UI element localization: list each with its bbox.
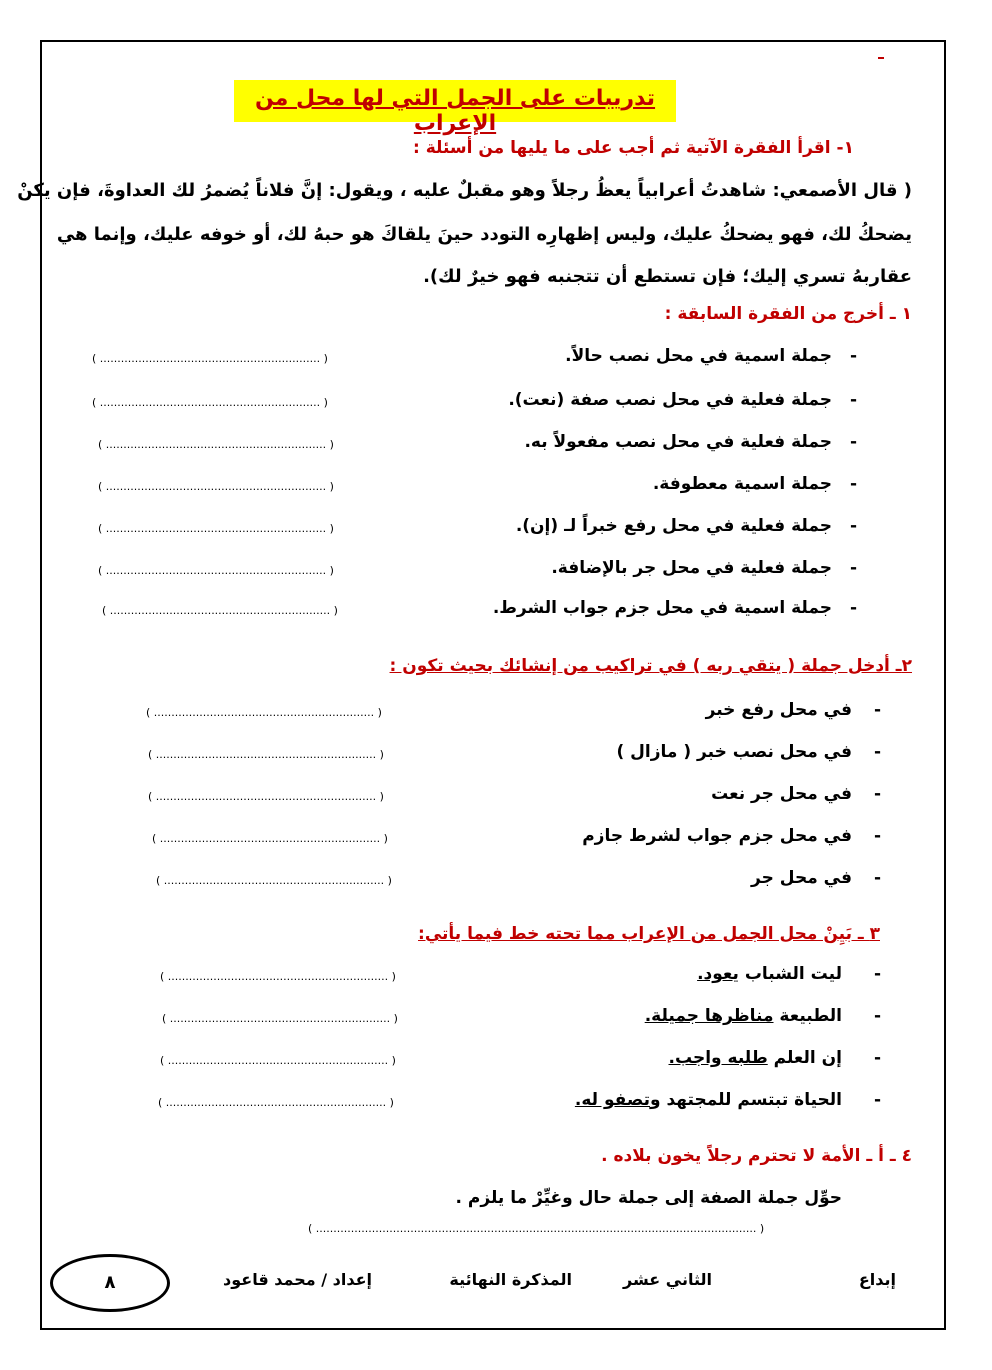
q3-item-2 [645,1006,842,1026]
q3-answer-1[interactable]: ( ............................................................... ) [160,970,396,983]
decorative-mark [878,57,884,59]
q2-item-3: في محل جر نعت [711,784,852,804]
q1-paragraph-line-3: عقاربهُ تسري إليك؛ فإن تستطع أن تتجنبه فهو خيرٌ لك). [423,266,912,287]
bullet-dash: - [874,826,882,846]
bullet-dash: - [850,516,858,536]
footer-brand: إبداع [858,1270,896,1289]
q1-answer-2[interactable]: ( ............................................................... ) [92,396,328,409]
q1-item-1: جملة اسمية في محل نصب حالاً. [565,346,832,366]
bullet-dash: - [850,390,858,410]
q2-answer-4[interactable]: ( ............................................................... ) [152,832,388,845]
q3-item-1 [697,964,842,984]
bullet-dash: - [874,742,882,762]
bullet-dash: - [850,558,858,578]
q3-item-4-text: الحياة تبتسم للمجتهد و [650,1090,842,1110]
q2-answer-3[interactable]: ( ............................................................... ) [148,790,384,803]
q1-answer-4[interactable]: ( ............................................................... ) [98,480,334,493]
q1-answer-5[interactable]: ( ............................................................... ) [98,522,334,535]
q2-item-2: في محل نصب خبر ( مازال ) [616,742,852,762]
q2-item-1: في محل رفع خبر [705,700,852,720]
q3-answer-3[interactable]: ( ............................................................... ) [160,1054,396,1067]
q3-item-2-text: الطبيعة [773,1006,842,1026]
q4-answer[interactable]: ( .............................................................................................................................. ) [308,1222,765,1235]
q1-item-2: جملة فعلية في محل نصب صفة (نعت). [508,390,832,410]
q3-item-3-text: إن العلم [767,1048,842,1068]
q2-answer-1[interactable]: ( ............................................................... ) [146,706,382,719]
bullet-dash: - [874,1006,882,1026]
q1-item-7: جملة اسمية في محل جزم جواب الشرط. [492,598,832,618]
bullet-dash: - [874,784,882,804]
bullet-dash: - [850,474,858,494]
page-number: ٨ [50,1254,170,1312]
q1-paragraph-line-1: ( قال الأصمعي: شاهدتُ أعرابياً يعظُ رجلاً وهو مقبلٌ عليه ، ويقول: إنَّ فلاناً يُضمرُ لك العداوةَ، فإن يكنْ [17,180,912,201]
bullet-dash: - [850,598,858,618]
bullet-dash: - [850,432,858,452]
q1-answer-3[interactable]: ( ............................................................... ) [98,438,334,451]
q3-heading: ٣ ـ بَيِنْ محل الجمل من الإعراب مما تحته خط فيما يأتي: [418,924,880,944]
q3-item-3 [669,1048,843,1068]
bullet-dash: - [874,700,882,720]
page-title: تدريبات على الجمل التي لها محل من الإعراب [254,86,656,136]
q3-answer-4[interactable]: ( ............................................................... ) [158,1096,394,1109]
q4-heading: ٤ ـ أ ـ الأمة لا تحترم رجلاً يخون بلاده . [601,1146,912,1166]
q1-paragraph-line-2: يضحكُ لك، فهو يضحكُ عليك، وليس إظهارِه التودد حينَ يلقاكَ هو حبهُ لك، أو خوفه عليك، وإنما هي [56,224,912,245]
q1-answer-6[interactable]: ( ............................................................... ) [98,564,334,577]
q3-item-3-underlined: طلبه واجب. [668,1048,768,1068]
bullet-dash: - [874,1090,882,1110]
q2-answer-5[interactable]: ( ............................................................... ) [156,874,392,887]
q1-item-4: جملة اسمية معطوفة. [652,474,832,494]
bullet-dash: - [874,868,882,888]
q3-item-1-underlined: يعود. [697,964,739,984]
footer-memo: المذكرة النهائية [449,1270,572,1289]
q1-item-6: جملة فعلية في محل جر بالإضافة. [551,558,832,578]
footer-author: إعداد / محمد قاعود [223,1270,372,1289]
q3-item-2-underlined: مناظرها جميلة. [644,1006,774,1026]
bullet-dash: - [874,1048,882,1068]
q2-item-5: في محل جر [751,868,852,888]
q4-instruction: حوِّل جملة الصفة إلى جملة حال وغيِّرْ ما يلزم . [455,1188,842,1208]
q1-item-5: جملة فعلية في محل رفع خبراً لـ (إن). [515,516,832,536]
q1-heading: ١- اقرأ الفقرة الآتية ثم أجب على ما يليها من أسئلة : [413,138,854,158]
bullet-dash: - [874,964,882,984]
footer-grade: الثاني عشر [623,1270,712,1289]
q2-item-4: في محل جزم جواب لشرط جازم [582,826,852,846]
q3-item-1-text: ليت الشباب [738,964,842,984]
q3-item-4-underlined: تصفو له. [574,1090,650,1110]
q2-answer-2[interactable]: ( ............................................................... ) [148,748,384,761]
q1-sub-heading: ١ ـ أخرج من الفقرة السابقة : [664,304,912,324]
title-banner [234,80,676,136]
q1-item-3: جملة فعلية في محل نصب مفعولاً به. [524,432,832,452]
q2-heading: ٢ـ أدخل جملة ( يتقي ربه ) في تراكيب من إنشائك بحيث تكون : [389,656,912,676]
q3-item-4 [575,1090,842,1110]
q1-answer-1[interactable]: ( ............................................................... ) [92,352,328,365]
bullet-dash: - [850,346,858,366]
q1-answer-7[interactable]: ( ............................................................... ) [102,604,338,617]
q3-answer-2[interactable]: ( ............................................................... ) [162,1012,398,1025]
